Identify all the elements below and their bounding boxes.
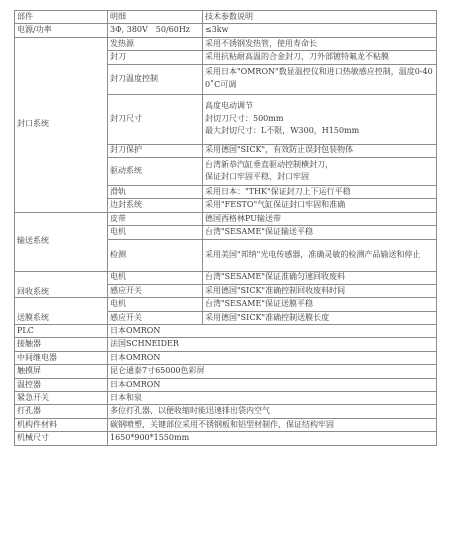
spec-cell: 德国西格林PU输送带 [203,212,437,225]
detail-cell: 电机 [108,271,203,284]
table-row [15,405,437,418]
value-cell: 日本OMRON [108,378,437,391]
spec-table [14,10,437,446]
detail-cell: 滑轨 [108,185,203,198]
table-row [15,392,437,405]
table-row [15,338,437,351]
table-row [15,418,437,431]
detail-cell: 封刀 [108,51,203,64]
table-row [15,432,437,445]
table-row [15,298,437,311]
part-label: 触摸屏 [15,365,108,378]
spec-cell: 台湾"SESAME"保证送膜平稳 [203,298,437,311]
table-row [15,271,437,284]
spec-line: 封切刀尺寸：500mm [205,113,284,123]
header-detail: 明细 [108,11,203,24]
detail-cell: 感应开关 [108,311,203,324]
group-label-conveyor: 输送系统 [15,212,108,271]
part-label: 打孔器 [15,405,108,418]
group-label-recovery: 回收系统 [15,271,108,298]
value-cell: 1650*900*1550mm [108,432,437,445]
detail-cell: 感应开关 [108,284,203,297]
table-row [15,24,437,37]
part-label: 机构件材料 [15,418,108,431]
detail-cell: 电机 [108,298,203,311]
detail-cell: 驱动系统 [108,157,203,185]
spec-cell: 采用"FESTO"气缸保证封口牢固和准确 [203,199,437,212]
spec-cell: 台湾"SESAME"保证输送平稳 [203,226,437,239]
group-label-film: 送膜系统 [15,298,108,325]
header-part: 部件 [15,11,108,24]
spec-cell: 采用德国"SICK"准确控制送膜长度 [203,311,437,324]
part-label: 电源/功率 [15,24,108,37]
detail-cell: 封刀尺寸 [108,94,203,144]
table-row [15,37,437,50]
detail-cell: 封刀保护 [108,144,203,157]
spec-line: 保证封口牢固平稳，封口牢固 [205,172,309,182]
part-label: 接触器 [15,338,108,351]
spec-cell: 采用美国"邦纳"光电传感器，准确灵敏的检测产品输送和停止 [203,239,437,271]
detail-cell: 检测 [108,239,203,271]
table-row [15,212,437,225]
spec-line: 最大封切尺寸：L不限，W300，H150mm [205,126,360,136]
table-row [15,325,437,338]
part-label: 机械尺寸 [15,432,108,445]
spec-cell [203,157,437,185]
value-cell: 昆仑通泰7寸65000色彩屏 [108,365,437,378]
header-row [15,11,437,24]
value-cell: 日本OMRON [108,325,437,338]
value-cell: 多位打孔器，以便收缩时能迅速排出袋内空气 [108,405,437,418]
table-row [15,351,437,364]
spec-cell [203,94,437,144]
header-spec: 技术参数说明 [203,11,437,24]
detail-cell: 皮带 [108,212,203,225]
spec-cell: 采用日本："THK"保证封刀上下运行平稳 [203,185,437,198]
table-row [15,365,437,378]
part-label: 紧急开关 [15,392,108,405]
table-row [15,378,437,391]
value-cell: 碳钢喷塑，关键部位采用不锈钢板和铝型材制作，保证结构牢固 [108,418,437,431]
detail-cell: 发热源 [108,37,203,50]
spec-cell: 采用不锈钢发热管，使用寿命长 [203,37,437,50]
spec-cell: 台湾"SESAME"保证准确匀速回收废料 [203,271,437,284]
value-cell: 法国SCHNEIDER [108,338,437,351]
part-label: PLC [15,325,108,338]
detail-cell: 封刀温度控制 [108,64,203,94]
value-cell: 日本和泉 [108,392,437,405]
spec-cell: 采用德国"SICK"，有效防止误封包装物体 [203,144,437,157]
group-label-sealing: 封口系统 [15,37,108,212]
spec-line: 高度电动调节 [205,100,253,110]
spec-sheet [14,10,437,446]
spec-line: 台湾新恭汽缸垂直驱动控制横封刀， [205,159,333,169]
detail-cell: 3Φ, 380V 50/60Hz [108,24,203,37]
detail-cell: 边封系统 [108,199,203,212]
part-label: 中间继电器 [15,351,108,364]
spec-cell: ≤3kw [203,24,437,37]
value-cell: 日本OMRON [108,351,437,364]
spec-cell: 采用德国"SICK"准确控制回收废料时间 [203,284,437,297]
spec-cell: 采用日本"OMRON"数显温控仪和进口热敏感应控制，温度0-400˚C可调 [203,64,437,94]
spec-cell: 采用抗粘耐高温的合金封刀，刀外部镀特氟龙不粘膜 [203,51,437,64]
detail-cell: 电机 [108,226,203,239]
part-label: 温控器 [15,378,108,391]
